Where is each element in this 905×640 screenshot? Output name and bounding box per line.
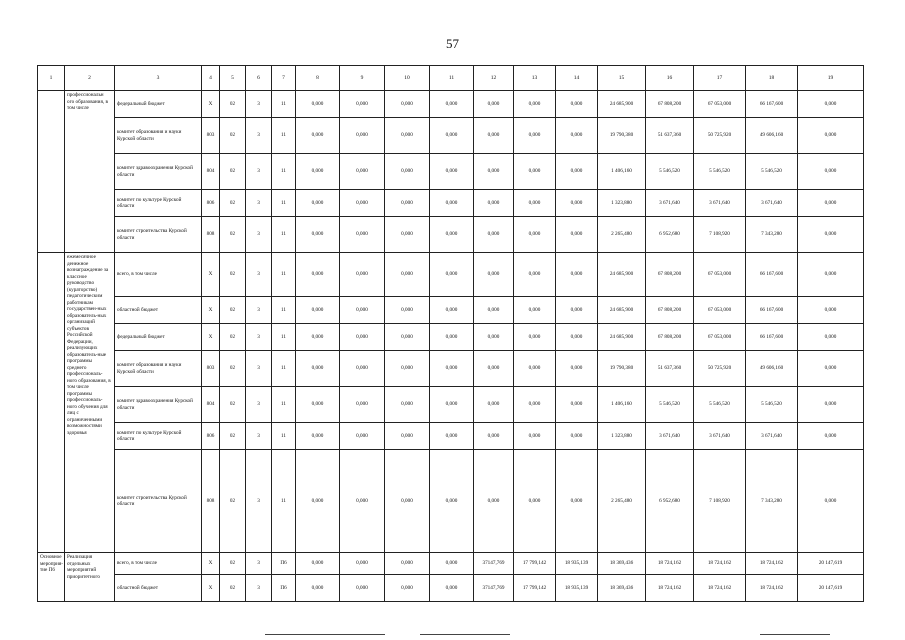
table-row: [38, 553, 864, 575]
value-cell: 0,000: [556, 423, 598, 450]
value-cell: 0,000: [385, 450, 430, 553]
value-cell: 0,000: [296, 154, 340, 190]
value-cell: 0,000: [474, 423, 514, 450]
value-cell: 0,000: [514, 190, 556, 217]
value-cell: 808: [202, 217, 220, 253]
value-cell: 0,000: [556, 190, 598, 217]
column-number-cell: 16: [646, 66, 694, 91]
value-cell: 0,000: [474, 450, 514, 553]
value-cell: 67 808,200: [646, 297, 694, 324]
value-cell: 0,000: [556, 297, 598, 324]
event-name-cell: профессиональн ого образования, в том числе: [65, 91, 115, 253]
value-cell: 67 053,000: [694, 253, 746, 297]
value-cell: 6 952,680: [646, 450, 694, 553]
value-cell: 0,000: [385, 575, 430, 602]
value-cell: 11: [272, 450, 296, 553]
value-cell: 0,000: [474, 217, 514, 253]
value-cell: 0,000: [340, 190, 385, 217]
value-cell: 3: [246, 297, 272, 324]
table-row: [38, 118, 864, 154]
column-number-cell: 19: [798, 66, 864, 91]
value-cell: 0,000: [474, 297, 514, 324]
value-cell: 0,000: [798, 351, 864, 387]
column-number-cell: 13: [514, 66, 556, 91]
value-cell: 0,000: [385, 190, 430, 217]
value-cell: 808: [202, 450, 220, 553]
value-cell: 3: [246, 253, 272, 297]
value-cell: 0,000: [385, 297, 430, 324]
value-cell: 0,000: [430, 154, 474, 190]
value-cell: 02: [220, 217, 246, 253]
value-cell: 803: [202, 118, 220, 154]
value-cell: 3: [246, 118, 272, 154]
measure-cell: [38, 91, 65, 253]
value-cell: 0,000: [430, 324, 474, 351]
value-cell: 0,000: [474, 118, 514, 154]
event-name-cell: ежемесячное денежное вознаграждение за классное руководство (кураторство) педагогическим работникам государствен-ных образователь-ных организаций субъектов Российской Федерации, реализующих образователь-ные программы среднего профессиональ-ного образования, в том числе программы профессиональ-ного обучения для лиц с ограниченными возможностями здоровья: [65, 253, 115, 553]
column-number-cell: 4: [202, 66, 220, 91]
value-cell: 3: [246, 91, 272, 118]
value-cell: 0,000: [514, 253, 556, 297]
value-cell: 0,000: [430, 575, 474, 602]
value-cell: 0,000: [296, 118, 340, 154]
value-cell: 0,000: [474, 351, 514, 387]
column-number-cell: 17: [694, 66, 746, 91]
value-cell: 02: [220, 450, 246, 553]
value-cell: 0,000: [798, 217, 864, 253]
value-cell: 20 147,619: [798, 575, 864, 602]
value-cell: 02: [220, 324, 246, 351]
value-cell: 11: [272, 423, 296, 450]
source-cell: областной бюджет: [115, 297, 202, 324]
value-cell: 0,000: [296, 91, 340, 118]
value-cell: 0,000: [798, 190, 864, 217]
value-cell: 17 799,142: [514, 575, 556, 602]
value-cell: 51 637,360: [646, 118, 694, 154]
value-cell: 0,000: [474, 190, 514, 217]
value-cell: 02: [220, 423, 246, 450]
source-cell: комитет здравоохранения Курской области: [115, 387, 202, 423]
value-cell: 3 671,640: [746, 423, 798, 450]
value-cell: 0,000: [340, 351, 385, 387]
value-cell: 66 167,600: [746, 297, 798, 324]
value-cell: 3 671,640: [646, 190, 694, 217]
value-cell: 0,000: [798, 91, 864, 118]
value-cell: 0,000: [296, 575, 340, 602]
value-cell: X: [202, 324, 220, 351]
value-cell: 02: [220, 154, 246, 190]
source-cell: комитет образования и науки Курской области: [115, 351, 202, 387]
value-cell: 0,000: [296, 351, 340, 387]
value-cell: 24 685,900: [598, 91, 646, 118]
value-cell: 0,000: [556, 91, 598, 118]
value-cell: 67 808,200: [646, 253, 694, 297]
value-cell: 0,000: [385, 217, 430, 253]
source-cell: федеральный бюджет: [115, 324, 202, 351]
value-cell: 37147,769: [474, 575, 514, 602]
column-number-cell: 15: [598, 66, 646, 91]
value-cell: 0,000: [385, 91, 430, 118]
value-cell: 3: [246, 217, 272, 253]
table-row: [38, 217, 864, 253]
value-cell: 19 790,380: [598, 351, 646, 387]
value-cell: 0,000: [430, 450, 474, 553]
column-number-cell: 18: [746, 66, 798, 91]
value-cell: 02: [220, 387, 246, 423]
value-cell: 18 724,162: [694, 575, 746, 602]
value-cell: 02: [220, 351, 246, 387]
value-cell: 11: [272, 217, 296, 253]
value-cell: 37147,769: [474, 553, 514, 575]
value-cell: 11: [272, 91, 296, 118]
value-cell: 49 606,160: [746, 118, 798, 154]
source-cell: всего, в том числе: [115, 253, 202, 297]
value-cell: 50 725,920: [694, 118, 746, 154]
value-cell: 11: [272, 154, 296, 190]
value-cell: 02: [220, 253, 246, 297]
value-cell: 17 799,142: [514, 553, 556, 575]
value-cell: 0,000: [430, 297, 474, 324]
value-cell: 19 790,380: [598, 118, 646, 154]
value-cell: 20 147,619: [798, 553, 864, 575]
table-row: [38, 351, 864, 387]
value-cell: 1 406,160: [598, 387, 646, 423]
value-cell: 7 108,920: [694, 450, 746, 553]
value-cell: 0,000: [430, 351, 474, 387]
value-cell: 0,000: [798, 118, 864, 154]
value-cell: 0,000: [340, 217, 385, 253]
column-number-cell: 5: [220, 66, 246, 91]
column-number-cell: 1: [38, 66, 65, 91]
value-cell: 0,000: [514, 297, 556, 324]
source-cell: комитет образования и науки Курской области: [115, 118, 202, 154]
value-cell: 3: [246, 450, 272, 553]
value-cell: X: [202, 91, 220, 118]
value-cell: 0,000: [340, 450, 385, 553]
value-cell: 0,000: [430, 190, 474, 217]
value-cell: 1 323,880: [598, 423, 646, 450]
value-cell: 0,000: [340, 553, 385, 575]
value-cell: 0,000: [474, 387, 514, 423]
value-cell: 2 265,480: [598, 217, 646, 253]
value-cell: 18 724,162: [746, 575, 798, 602]
value-cell: 02: [220, 297, 246, 324]
value-cell: 0,000: [556, 154, 598, 190]
table-row: [38, 190, 864, 217]
value-cell: 51 637,360: [646, 351, 694, 387]
source-cell: комитет строительства Курской области: [115, 450, 202, 553]
value-cell: 0,000: [340, 575, 385, 602]
bottom-rule: [265, 634, 385, 635]
value-cell: 3: [246, 351, 272, 387]
table-row: [38, 253, 864, 297]
value-cell: 1 406,160: [598, 154, 646, 190]
bottom-rule: [420, 634, 510, 635]
value-cell: 02: [220, 575, 246, 602]
value-cell: X: [202, 553, 220, 575]
value-cell: 0,000: [474, 253, 514, 297]
value-cell: X: [202, 297, 220, 324]
value-cell: 803: [202, 351, 220, 387]
source-cell: федеральный бюджет: [115, 91, 202, 118]
table-row: [38, 450, 864, 553]
column-number-cell: 12: [474, 66, 514, 91]
value-cell: 3 671,640: [694, 190, 746, 217]
value-cell: 0,000: [556, 217, 598, 253]
value-cell: 0,000: [430, 553, 474, 575]
value-cell: 11: [272, 387, 296, 423]
value-cell: 0,000: [385, 423, 430, 450]
value-cell: 7 343,280: [746, 450, 798, 553]
source-cell: комитет по культуре Курской области: [115, 423, 202, 450]
value-cell: 02: [220, 190, 246, 217]
value-cell: 0,000: [514, 324, 556, 351]
column-number-cell: 2: [65, 66, 115, 91]
value-cell: 02: [220, 91, 246, 118]
value-cell: 0,000: [340, 324, 385, 351]
value-cell: 0,000: [514, 351, 556, 387]
value-cell: 3: [246, 190, 272, 217]
source-cell: областной бюджет: [115, 575, 202, 602]
value-cell: 0,000: [514, 154, 556, 190]
value-cell: 0,000: [296, 423, 340, 450]
value-cell: 3: [246, 423, 272, 450]
value-cell: 0,000: [385, 154, 430, 190]
value-cell: 7 108,920: [694, 217, 746, 253]
value-cell: 18 935,139: [556, 553, 598, 575]
table-row: [38, 324, 864, 351]
value-cell: 5 546,520: [646, 154, 694, 190]
value-cell: 0,000: [556, 351, 598, 387]
column-number-row: [38, 66, 864, 91]
value-cell: 0,000: [798, 450, 864, 553]
column-number-cell: 14: [556, 66, 598, 91]
column-number-cell: 6: [246, 66, 272, 91]
value-cell: 24 685,900: [598, 324, 646, 351]
budget-table: [37, 65, 864, 602]
value-cell: 0,000: [798, 423, 864, 450]
table-row: [38, 387, 864, 423]
value-cell: 66 167,600: [746, 324, 798, 351]
value-cell: 7 343,280: [746, 217, 798, 253]
value-cell: 67 808,200: [646, 324, 694, 351]
value-cell: 0,000: [514, 118, 556, 154]
value-cell: 11: [272, 118, 296, 154]
value-cell: 6 952,680: [646, 217, 694, 253]
value-cell: 5 546,520: [746, 387, 798, 423]
value-cell: 0,000: [430, 253, 474, 297]
value-cell: 0,000: [430, 387, 474, 423]
value-cell: 5 546,520: [694, 387, 746, 423]
value-cell: 0,000: [296, 324, 340, 351]
column-number-cell: 11: [430, 66, 474, 91]
value-cell: 0,000: [296, 297, 340, 324]
value-cell: 0,000: [798, 154, 864, 190]
source-cell: комитет по культуре Курской области: [115, 190, 202, 217]
measure-cell: [38, 253, 65, 553]
value-cell: 02: [220, 118, 246, 154]
value-cell: П6: [272, 553, 296, 575]
value-cell: 18 935,139: [556, 575, 598, 602]
value-cell: 0,000: [385, 553, 430, 575]
value-cell: 0,000: [340, 297, 385, 324]
value-cell: 804: [202, 154, 220, 190]
source-cell: всего, в том числе: [115, 553, 202, 575]
value-cell: 0,000: [474, 154, 514, 190]
value-cell: 11: [272, 351, 296, 387]
value-cell: 0,000: [385, 324, 430, 351]
table-row: [38, 297, 864, 324]
value-cell: 0,000: [385, 253, 430, 297]
value-cell: 0,000: [340, 154, 385, 190]
value-cell: X: [202, 253, 220, 297]
value-cell: 0,000: [798, 253, 864, 297]
value-cell: 0,000: [556, 450, 598, 553]
value-cell: 806: [202, 423, 220, 450]
value-cell: 0,000: [514, 423, 556, 450]
value-cell: 0,000: [296, 253, 340, 297]
value-cell: 18 724,162: [646, 575, 694, 602]
value-cell: 66 167,600: [746, 253, 798, 297]
value-cell: 0,000: [430, 217, 474, 253]
value-cell: 0,000: [296, 450, 340, 553]
value-cell: 0,000: [340, 387, 385, 423]
value-cell: 0,000: [514, 91, 556, 118]
value-cell: 3: [246, 154, 272, 190]
column-number-cell: 9: [340, 66, 385, 91]
source-cell: комитет строительства Курской области: [115, 217, 202, 253]
value-cell: 804: [202, 387, 220, 423]
value-cell: 49 606,160: [746, 351, 798, 387]
value-cell: 0,000: [385, 118, 430, 154]
value-cell: 3 671,640: [646, 423, 694, 450]
table-row: [38, 154, 864, 190]
event-name-cell: Реализация отдельных мероприятий приоритетного: [65, 553, 115, 602]
value-cell: 11: [272, 324, 296, 351]
value-cell: X: [202, 575, 220, 602]
value-cell: 1 323,880: [598, 190, 646, 217]
value-cell: 0,000: [296, 190, 340, 217]
value-cell: 2 265,480: [598, 450, 646, 553]
value-cell: 0,000: [340, 253, 385, 297]
value-cell: 0,000: [385, 387, 430, 423]
value-cell: 18 724,162: [746, 553, 798, 575]
value-cell: 3: [246, 553, 272, 575]
value-cell: 0,000: [430, 118, 474, 154]
value-cell: 0,000: [556, 253, 598, 297]
value-cell: П6: [272, 575, 296, 602]
value-cell: 3: [246, 324, 272, 351]
value-cell: 0,000: [296, 553, 340, 575]
value-cell: 11: [272, 190, 296, 217]
value-cell: 0,000: [556, 118, 598, 154]
table-row: [38, 91, 864, 118]
value-cell: 5 546,520: [694, 154, 746, 190]
value-cell: 11: [272, 253, 296, 297]
value-cell: 67 053,000: [694, 91, 746, 118]
value-cell: 0,000: [514, 387, 556, 423]
value-cell: 0,000: [340, 423, 385, 450]
value-cell: 0,000: [798, 324, 864, 351]
value-cell: 0,000: [340, 91, 385, 118]
value-cell: 0,000: [296, 387, 340, 423]
value-cell: 18 724,162: [694, 553, 746, 575]
value-cell: 0,000: [556, 387, 598, 423]
value-cell: 0,000: [514, 217, 556, 253]
value-cell: 0,000: [340, 118, 385, 154]
value-cell: 5 546,520: [746, 154, 798, 190]
value-cell: 02: [220, 553, 246, 575]
table-row: [38, 423, 864, 450]
value-cell: 0,000: [798, 297, 864, 324]
value-cell: 0,000: [514, 450, 556, 553]
table-row: [38, 575, 864, 602]
value-cell: 24 685,900: [598, 297, 646, 324]
column-number-cell: 10: [385, 66, 430, 91]
value-cell: 0,000: [474, 91, 514, 118]
value-cell: 0,000: [474, 324, 514, 351]
value-cell: 11: [272, 297, 296, 324]
value-cell: 0,000: [385, 351, 430, 387]
column-number-cell: 7: [272, 66, 296, 91]
bottom-rule: [760, 634, 830, 635]
value-cell: 0,000: [296, 217, 340, 253]
value-cell: 67 808,200: [646, 91, 694, 118]
measure-cell: Основное мероприя-тие П6: [38, 553, 65, 602]
column-number-cell: 3: [115, 66, 202, 91]
value-cell: 67 053,000: [694, 324, 746, 351]
value-cell: 0,000: [430, 91, 474, 118]
value-cell: 18 369,436: [598, 553, 646, 575]
value-cell: 0,000: [556, 324, 598, 351]
value-cell: 24 685,900: [598, 253, 646, 297]
value-cell: 5 546,520: [646, 387, 694, 423]
value-cell: 18 369,436: [598, 575, 646, 602]
value-cell: 3 671,640: [694, 423, 746, 450]
value-cell: 0,000: [798, 387, 864, 423]
value-cell: 806: [202, 190, 220, 217]
value-cell: 3: [246, 387, 272, 423]
column-number-cell: 8: [296, 66, 340, 91]
value-cell: 50 725,920: [694, 351, 746, 387]
value-cell: 18 724,162: [646, 553, 694, 575]
source-cell: комитет здравоохранения Курской области: [115, 154, 202, 190]
value-cell: 0,000: [430, 423, 474, 450]
value-cell: 3: [246, 575, 272, 602]
value-cell: 66 167,600: [746, 91, 798, 118]
page-number: 57: [446, 36, 459, 51]
value-cell: 67 053,000: [694, 297, 746, 324]
value-cell: 3 671,640: [746, 190, 798, 217]
